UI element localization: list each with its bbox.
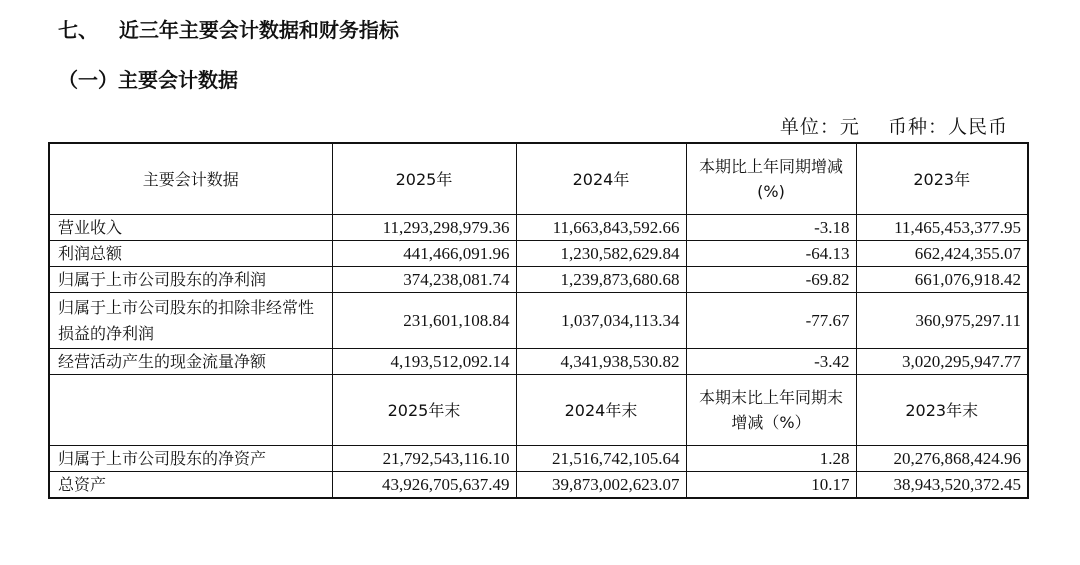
value-cell: 1,230,582,629.84 (516, 241, 686, 267)
section-title: 七、 近三年主要会计数据和财务指标 (58, 18, 399, 42)
change-cell: -3.42 (686, 349, 856, 375)
header-cell: 本期比上年同期增减(%) (686, 143, 856, 215)
value-cell: 11,293,298,979.36 (332, 215, 516, 241)
change-cell: -69.82 (686, 267, 856, 293)
value-cell: 374,238,081.74 (332, 267, 516, 293)
value-cell: 441,466,091.96 (332, 241, 516, 267)
change-cell: -77.67 (686, 293, 856, 349)
value-cell: 1,239,873,680.68 (516, 267, 686, 293)
value-cell: 661,076,918.42 (856, 267, 1028, 293)
table-row (49, 446, 1028, 472)
row-label: 归属于上市公司股东的净资产 (49, 446, 332, 472)
header-cell: 主要会计数据 (49, 143, 332, 215)
value-cell: 231,601,108.84 (332, 293, 516, 349)
value-cell: 360,975,297.11 (856, 293, 1028, 349)
value-cell: 662,424,355.07 (856, 241, 1028, 267)
row-label: 利润总额 (49, 241, 332, 267)
row-label: 总资产 (49, 472, 332, 499)
value-cell: 11,465,453,377.95 (856, 215, 1028, 241)
accounting-data-table (48, 142, 1029, 499)
table-row (49, 241, 1028, 267)
table-header-row (49, 143, 1028, 215)
table-header-row (49, 375, 1028, 446)
header-cell: 2024年 (516, 143, 686, 215)
value-cell: 21,792,543,116.10 (332, 446, 516, 472)
header-cell: 2023年末 (856, 375, 1028, 446)
header-cell: 2024年末 (516, 375, 686, 446)
value-cell: 39,873,002,623.07 (516, 472, 686, 499)
change-cell: 1.28 (686, 446, 856, 472)
header-cell: 2025年末 (332, 375, 516, 446)
value-cell: 1,037,034,113.34 (516, 293, 686, 349)
header-cell (49, 375, 332, 446)
change-cell: -64.13 (686, 241, 856, 267)
value-cell: 38,943,520,372.45 (856, 472, 1028, 499)
value-cell: 4,193,512,092.14 (332, 349, 516, 375)
change-cell: 10.17 (686, 472, 856, 499)
header-cell: 2023年 (856, 143, 1028, 215)
table-row (49, 215, 1028, 241)
change-cell: -3.18 (686, 215, 856, 241)
row-label: 归属于上市公司股东的扣除非经常性损益的净利润 (49, 293, 332, 349)
row-label: 经营活动产生的现金流量净额 (49, 349, 332, 375)
value-cell: 43,926,705,637.49 (332, 472, 516, 499)
row-label: 营业收入 (49, 215, 332, 241)
value-cell: 3,020,295,947.77 (856, 349, 1028, 375)
value-cell: 21,516,742,105.64 (516, 446, 686, 472)
table-row (49, 293, 1028, 349)
unit-note: 单位：元 币种：人民币 (779, 116, 1008, 138)
subsection-title: （一）主要会计数据 (58, 68, 238, 92)
header-cell: 本期末比上年同期末增减（%） (686, 375, 856, 446)
table-row (49, 472, 1028, 499)
value-cell: 4,341,938,530.82 (516, 349, 686, 375)
row-label: 归属于上市公司股东的净利润 (49, 267, 332, 293)
header-cell: 2025年 (332, 143, 516, 215)
table-row (49, 349, 1028, 375)
table-row (49, 267, 1028, 293)
value-cell: 20,276,868,424.96 (856, 446, 1028, 472)
value-cell: 11,663,843,592.66 (516, 215, 686, 241)
